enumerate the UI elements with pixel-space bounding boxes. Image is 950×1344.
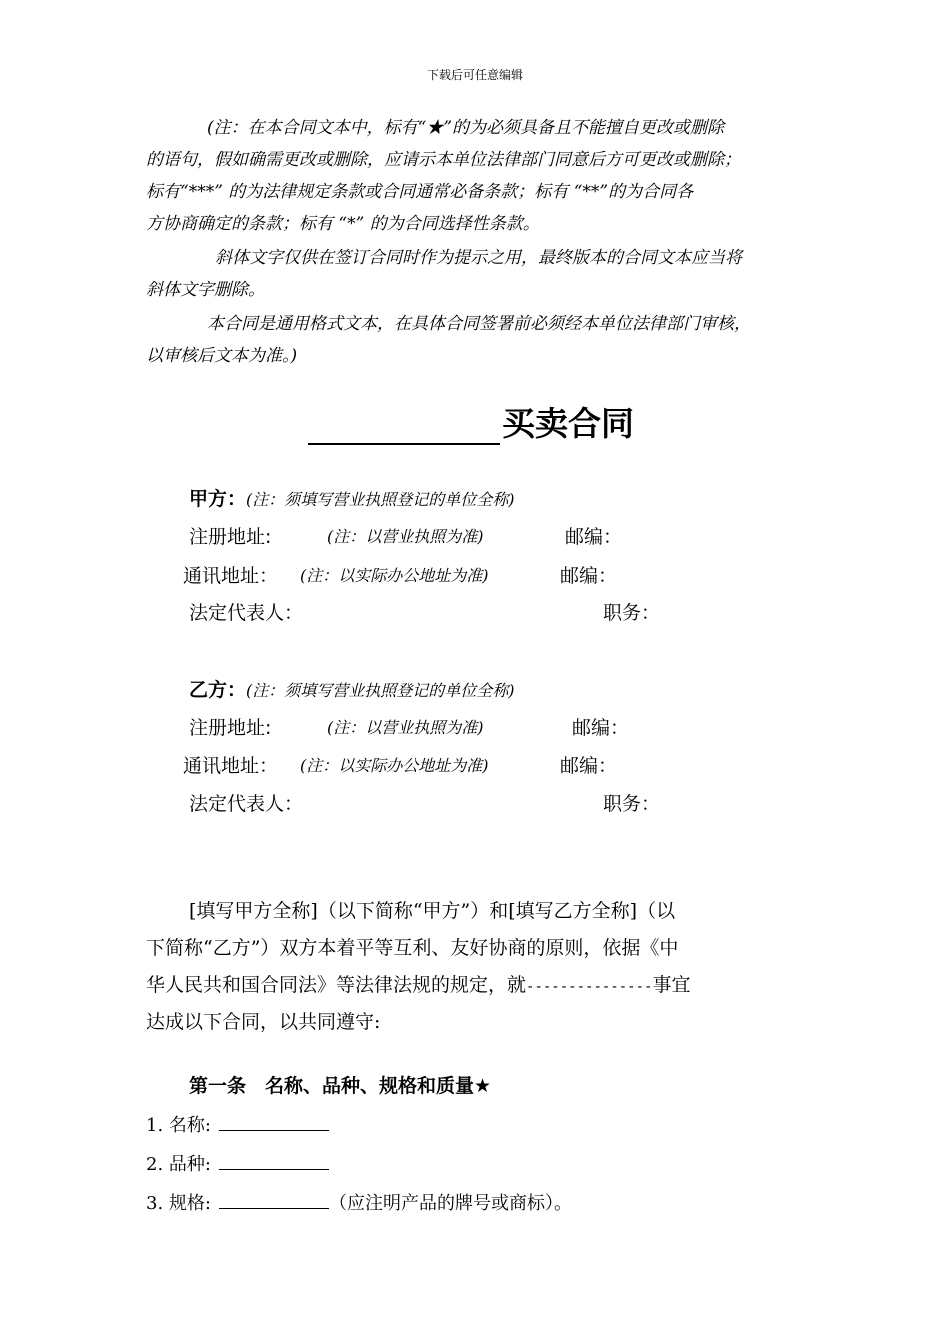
party-b-position-label: 职务： [603,793,661,815]
party-b-rep-label: 法定代表人： [189,793,304,815]
preamble-line-3-suffix: 事宜 [652,974,691,996]
party-b-comm-addr-label: 通讯地址： [183,755,279,777]
party-a-comm-addr-hint: (注：以实际办公地址为准) [300,566,489,585]
note-line-1: (注：在本合同文本中，标有“★”的为必须具备且不能擅自更改或删除 [207,118,725,138]
item-3-note: （应注明产品的牌号或商标）。 [328,1193,572,1214]
note-line-2: 的语句，假如确需更改或删除，应请示本单位法律部门同意后方可更改或删除； [146,150,741,170]
party-b-name-hint: (注：须填写营业执照登记的单位全称) [246,681,515,700]
item-1-blank[interactable] [219,1110,329,1131]
party-a-label: 甲方： [189,488,247,510]
article-1-item-2 [146,1149,329,1176]
item-2-label: 2. 品种: [146,1154,211,1175]
note-line-7: 本合同是通用格式文本，在具体合同签署前必须经本单位法律部门审核， [207,314,751,334]
subject-blank-dashes[interactable]: --------------- [526,979,653,995]
party-a-rep-label: 法定代表人： [189,602,304,624]
party-b-postcode-2: 邮编： [560,755,618,777]
page-header: 下载后可任意编辑 [426,68,523,82]
party-a-postcode-1: 邮编： [565,526,623,548]
title-blank-line[interactable] [308,407,500,445]
party-a-name-hint: (注：须填写营业执照登记的单位全称) [246,490,515,509]
contract-title [308,398,634,445]
note-line-8: 以审核后文本为准。) [146,346,298,366]
title-text: 买卖合同 [502,404,634,443]
note-line-5: 斜体文字仅供在签订合同时作为提示之用，最终版本的合同文本应当将 [215,248,742,268]
party-a-position-label: 职务： [603,602,661,624]
party-a-comm-addr-label: 通讯地址： [183,565,279,587]
preamble-line-3-text: 华人民共和国合同法》等法律法规的规定，就 [146,974,527,996]
party-a-postcode-2: 邮编： [560,565,618,587]
party-a-reg-addr-label: 注册地址: [189,526,272,548]
item-3-label: 3. 规格: [146,1193,211,1214]
preamble-line-4: 达成以下合同，以共同遵守: [146,1011,381,1033]
party-b-postcode-1: 邮编： [572,717,630,739]
party-a-reg-addr-hint: (注：以营业执照为准) [327,527,484,546]
party-b-reg-addr-label: 注册地址: [189,717,272,739]
party-b-reg-addr-hint: (注：以营业执照为准) [327,718,484,737]
party-b-comm-addr-hint: (注：以实际办公地址为准) [300,756,489,775]
item-3-blank[interactable] [219,1188,329,1209]
party-b-label: 乙方： [189,679,247,701]
preamble-line-3 [146,967,690,1006]
note-line-6: 斜体文字删除。 [146,280,265,300]
article-1-heading: 第一条 名称、品种、规格和质量★ [189,1075,492,1097]
article-1-item-1 [146,1110,329,1137]
note-line-4: 方协商确定的条款；标有 “*” 的为合同选择性条款。 [146,214,540,234]
note-line-3: 标有“***” 的为法律规定条款或合同通常必备条款；标有 “**”的为合同各 [146,182,694,202]
item-1-label: 1. 名称: [146,1115,211,1136]
preamble-line-1: [填写甲方全称]（以下简称“甲方”）和[填写乙方全称]（以 [189,900,676,922]
preamble-line-2: 下简称“乙方”）双方本着平等互利、友好协商的原则，依据《中 [146,937,679,959]
item-2-blank[interactable] [219,1149,329,1170]
article-1-item-3 [146,1188,572,1215]
